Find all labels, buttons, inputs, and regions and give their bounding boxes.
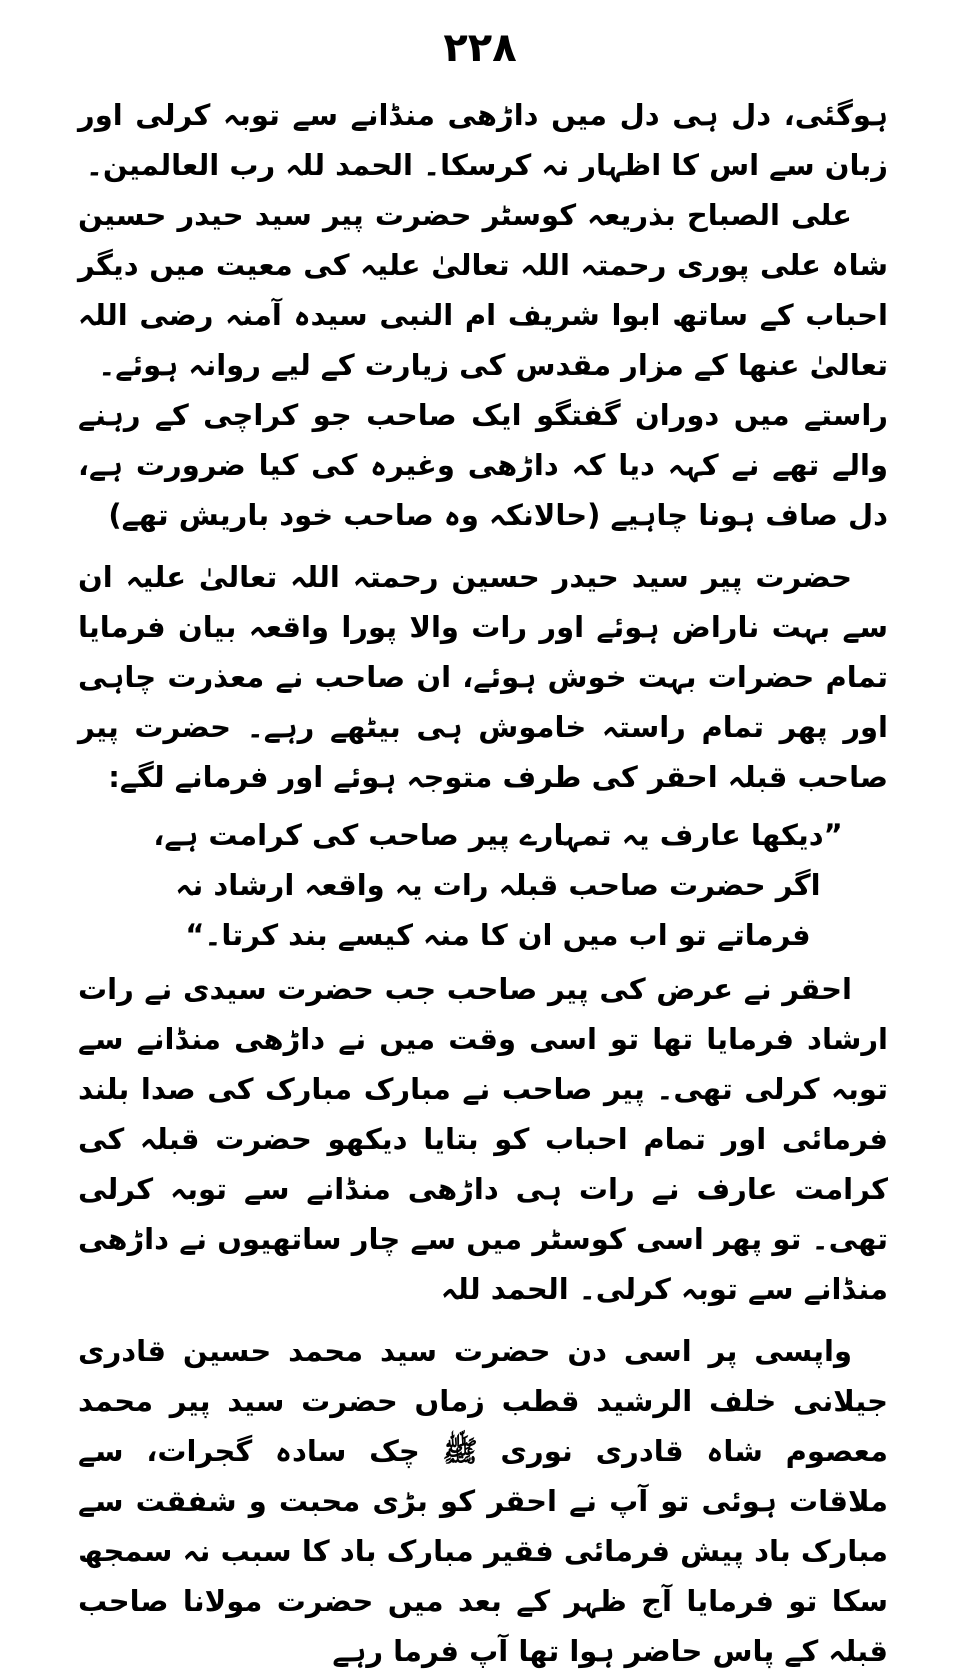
paragraph-journey: علی الصباح بذریعہ کوسٹر حضرت پیر سید حیدر حسین شاہ علی پوری رحمتہ اللہ تعالیٰ علیہ کی معیت میں دیگر احباب کے ساتھ ابوا شریف ام النبی سیدہ آمنہ رضی اللہ تعالیٰ عنھا کے مزار مقدس کی زیارت کے لیے روانہ ہوئے۔ [78, 198, 888, 382]
paragraph-continuation: ہوگئی، دل ہی دل میں داڑھی منڈانے سے توبہ کرلی اور زبان سے اس کا اظہار نہ کرسکا۔ الحمد للہ رب العالمین۔ [78, 98, 888, 182]
page-body [78, 90, 888, 1676]
page-number: ۲۲۸ [443, 25, 517, 71]
paragraph-reaction: حضرت پیر سید حیدر حسین رحمتہ اللہ تعالیٰ علیہ ان سے بہت ناراض ہوئے اور رات والا پورا واقعہ بیان فرمایا تمام حضرات بہت خوش ہوئے، ان صاحب نے معذرت چاہی اور پھر تمام راستہ خاموش ہی بیٹھے رہے۔ حضرت پیر صاحب قبلہ احقر کی طرف متوجہ ہوئے اور فرمانے لگے: [78, 560, 888, 794]
block-quote: ”دیکھا عارف یہ تمہارے پیر صاحب کی کرامت ہے، اگر حضرت صاحب قبلہ رات یہ واقعہ ارشاد نہ فرماتے تو اب میں ان کا منہ کیسے بند کرتا۔“ [153, 818, 843, 952]
paragraph-return: واپسی پر اسی دن حضرت سید محمد حسین قادری جیلانی خلف الرشید قطب زماں حضرت سید پیر محمد معصوم شاہ قادری نوری ﷺ چک سادہ گجرات، سے ملاقات ہوئی تو آپ نے احقر کو بڑی محبت و شفقت سے مبارک باد پیش فرمائی فقیر مبارک باد کا سبب نہ سمجھ سکا تو فرمایا آج ظہر کے بعد میں حضرت مولانا صاحب قبلہ کے پاس حاضر ہوا تھا آپ فرما رہے [78, 1334, 888, 1668]
paragraph-conversation: راستے میں دوران گفتگو ایک صاحب جو کراچی کے رہنے والے تھے نے کہہ دیا کہ داڑھی وغیرہ کی کیا ضرورت ہے، دل صاف ہونا چاہیے (حالانکہ وہ صاحب خود باریش تھے) [78, 398, 888, 532]
paragraph-repentance: احقر نے عرض کی پیر صاحب جب حضرت سیدی نے رات ارشاد فرمایا تھا تو اسی وقت میں نے داڑھی منڈانے سے توبہ کرلی تھی۔ پیر صاحب نے مبارک مبارک کی صدا بلند فرمائی اور تمام احباب کو بتایا دیکھو حضرت قبلہ کی کرامت عارف نے رات ہی داڑھی منڈانے سے توبہ کرلی تھی۔ تو پھر اسی کوسٹر میں سے چار ساتھیوں نے داڑھی منڈانے سے توبہ کرلی۔ الحمد للہ [78, 972, 888, 1306]
